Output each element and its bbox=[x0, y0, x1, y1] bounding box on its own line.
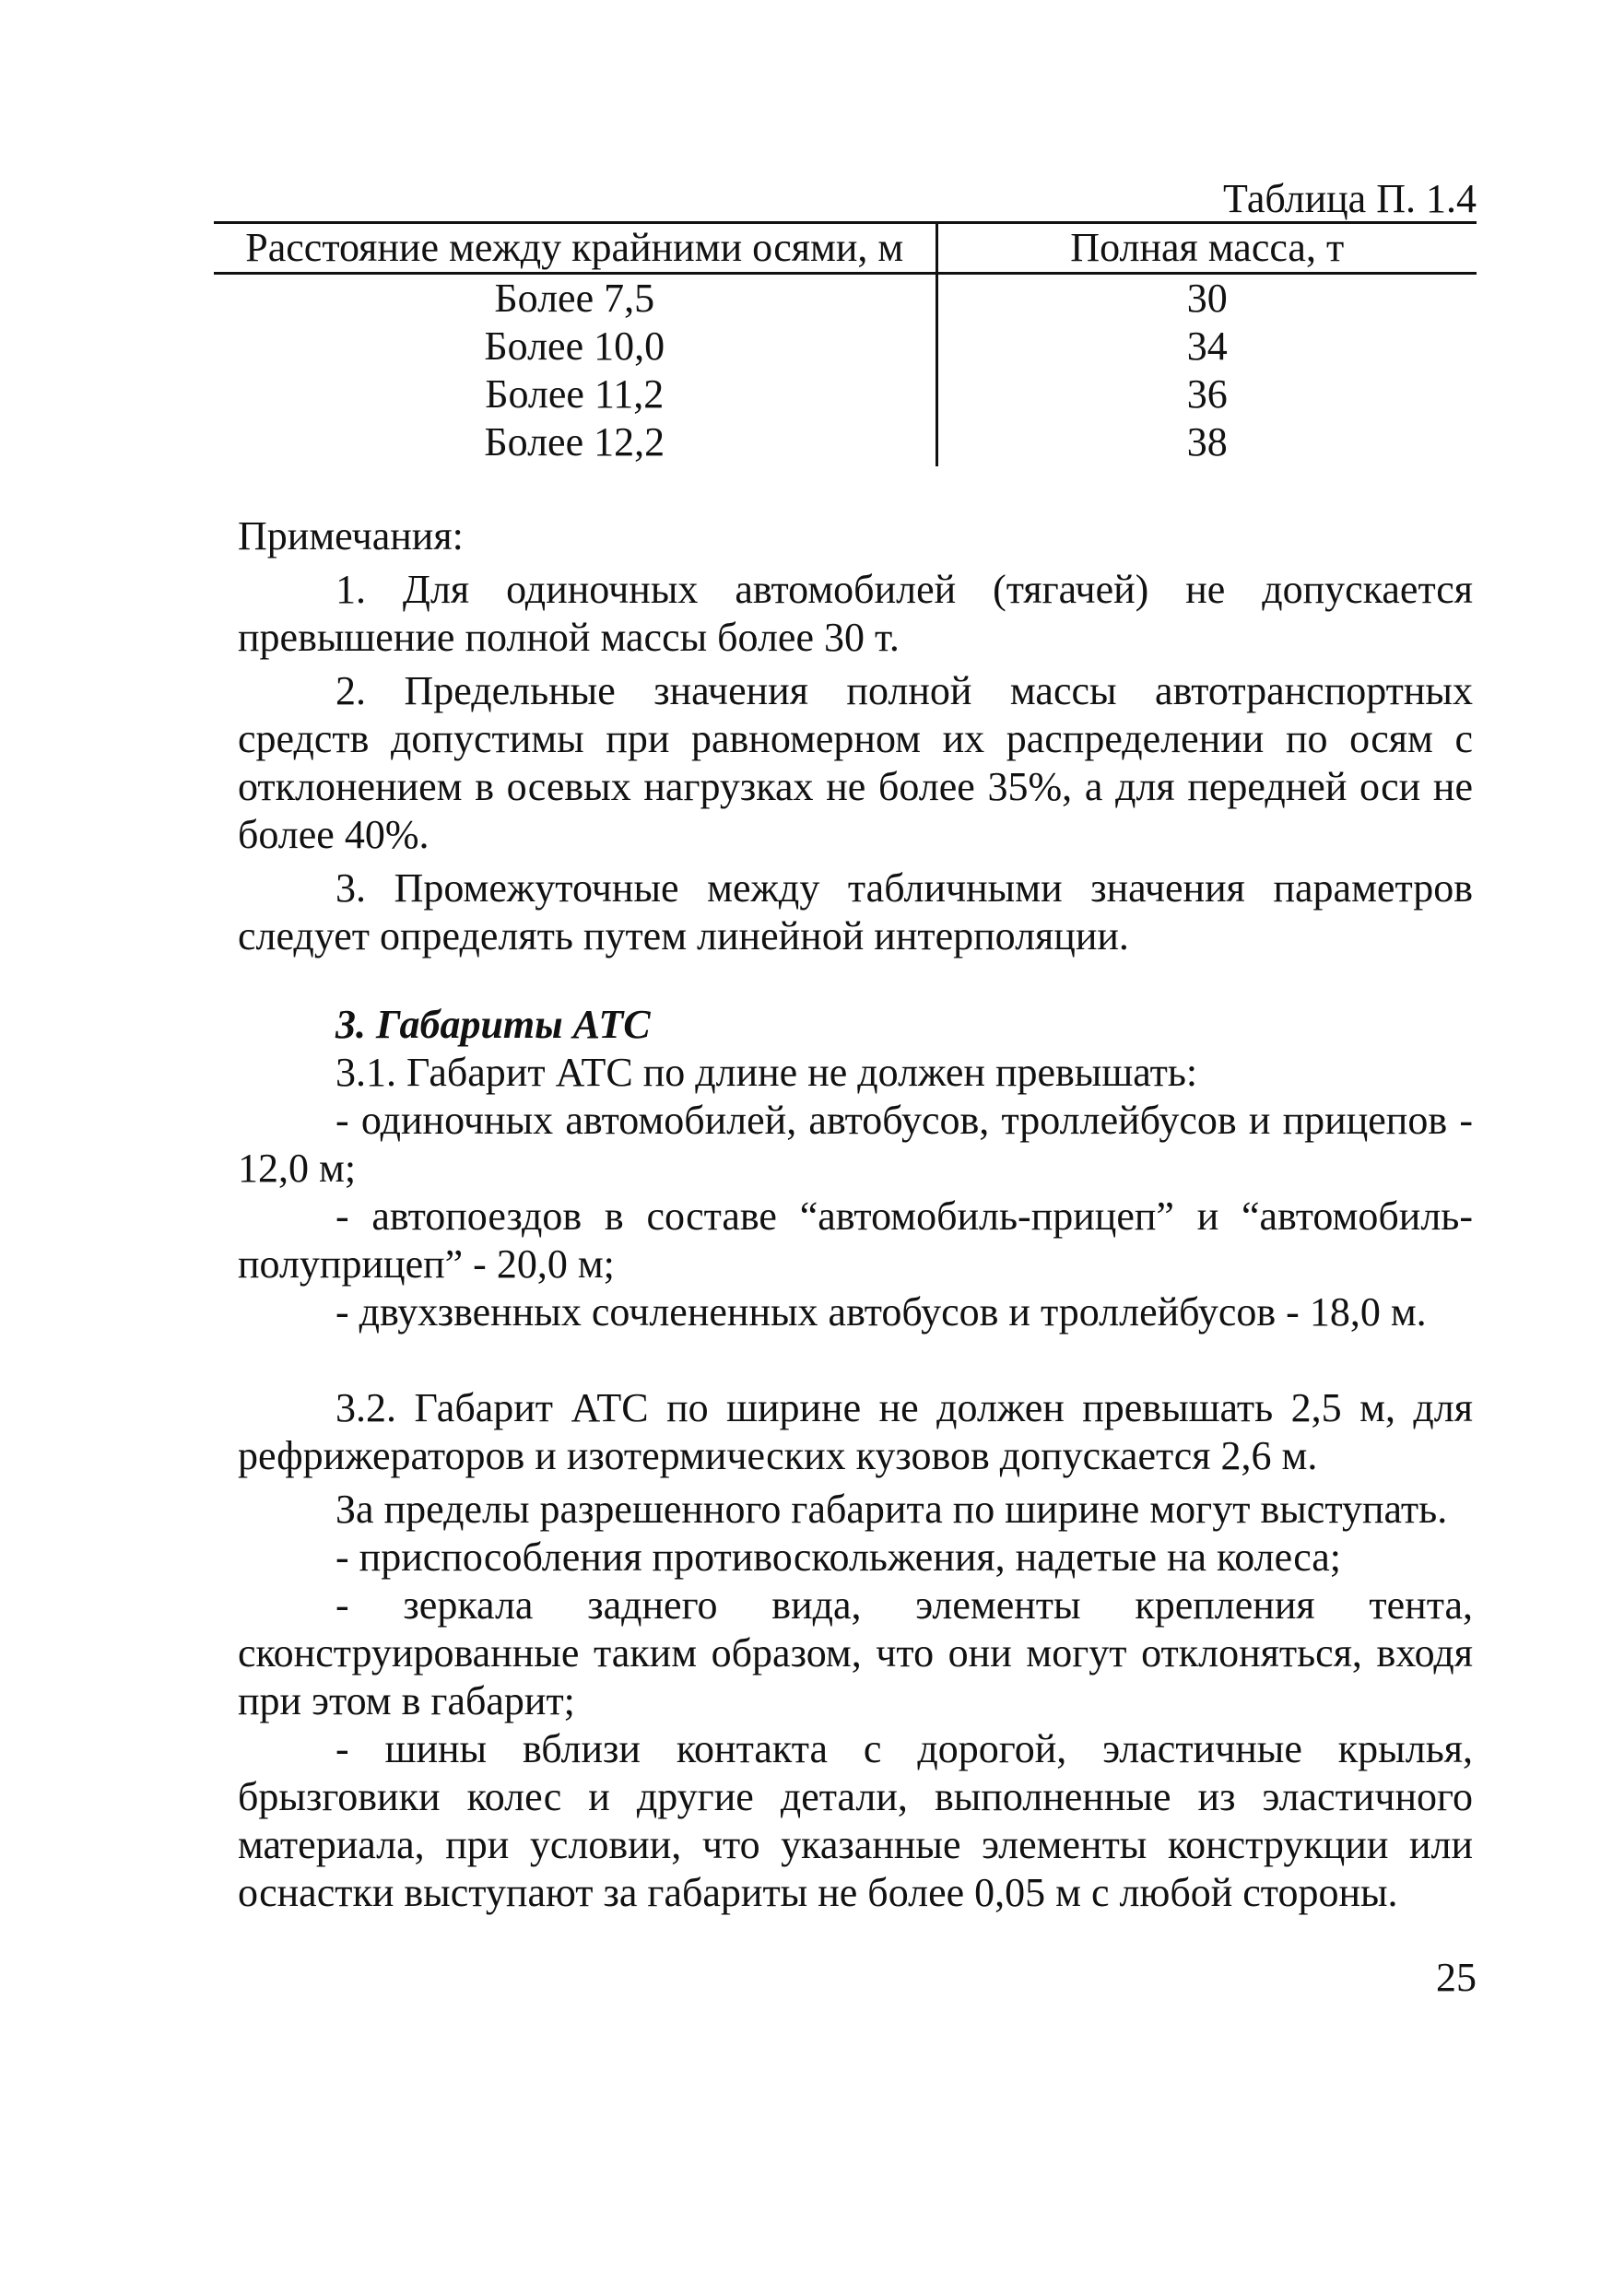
table-cell-distance: Более 10,0 bbox=[214, 323, 936, 370]
section-gabarity bbox=[238, 1001, 1473, 1917]
table-cell-mass: 34 bbox=[1186, 323, 1228, 369]
list-item: - приспособления противоскольжения, надетые на колеса; bbox=[335, 1535, 1342, 1580]
table-cell-distance: Более 11,2 bbox=[214, 370, 936, 418]
table-cell-distance: Более 7,5 bbox=[214, 274, 936, 323]
list-item: - автопоездов в составе “автомобиль-прицеп” и “автомобиль-полуприцеп” - 20,0 м; bbox=[238, 1194, 1473, 1287]
section-paragraph-3-1: 3.1. Габарит АТС по длине не должен превышать: bbox=[335, 1050, 1198, 1095]
section-paragraph-protrude-intro: За пределы разрешенного габарита по ширине могут выступать. bbox=[335, 1487, 1448, 1532]
table-row bbox=[214, 323, 1477, 370]
list-item: - одиночных автомобилей, автобусов, троллейбусов и прицепов - 12,0 м; bbox=[238, 1098, 1473, 1191]
table-row bbox=[214, 370, 1477, 418]
table-caption: Таблица П. 1.4 bbox=[1223, 176, 1477, 221]
table-row bbox=[214, 418, 1477, 466]
section-spacer bbox=[238, 1336, 1473, 1384]
table-cell-distance: Более 12,2 bbox=[214, 418, 936, 466]
data-table-wrapper bbox=[214, 221, 1477, 466]
table-cell-mass: 36 bbox=[1186, 371, 1228, 417]
notes-block bbox=[238, 512, 1473, 960]
section-heading: 3. Габариты АТС bbox=[335, 1002, 651, 1047]
list-item: - зеркала заднего вида, элементы крепления тента, сконструированные таким образом, что они могут отклоняться, входя при этом в габарит; bbox=[238, 1582, 1473, 1723]
note-item-2: 2. Предельные значения полной массы автотранспортных средств допустимы при равномерном их распределении по осям с отклонением в осевых нагрузках не более 35%, а для передней оси не более 40%. bbox=[238, 668, 1473, 857]
notes-title: Примечания: bbox=[238, 513, 464, 559]
list-item: - двухзвенных сочлененных автобусов и троллейбусов - 18,0 м. bbox=[335, 1289, 1427, 1335]
page-number: 25 bbox=[1436, 1955, 1477, 2000]
section-paragraph-3-2: 3.2. Габарит АТС по ширине не должен превышать 2,5 м, для рефрижераторов и изотермических кузовов допускается 2,6 м. bbox=[238, 1385, 1473, 1478]
table-row bbox=[214, 274, 1477, 323]
data-table bbox=[214, 221, 1477, 466]
table-cell-mass: 38 bbox=[1186, 419, 1228, 464]
list-item: - шины вблизи контакта с дорогой, эластичные крылья, брызговики колес и другие детали, выполненные из эластичного материала, при условии, что указанные элементы конструкции или оснастки выступают за габариты не более 0,05 м с любой стороны. bbox=[238, 1726, 1473, 1915]
table-cell-mass: 30 bbox=[1186, 276, 1228, 321]
note-item-1: 1. Для одиночных автомобилей (тягачей) не допускается превышение полной массы более 30 т. bbox=[238, 567, 1473, 660]
table-header-mass: Полная масса, т bbox=[936, 223, 1477, 274]
table-header-distance: Расстояние между крайними осями, м bbox=[214, 223, 936, 274]
table-header-row bbox=[214, 223, 1477, 274]
note-item-3: 3. Промежуточные между табличными значения параметров следует определять путем линейной интерполяции. bbox=[238, 865, 1473, 958]
